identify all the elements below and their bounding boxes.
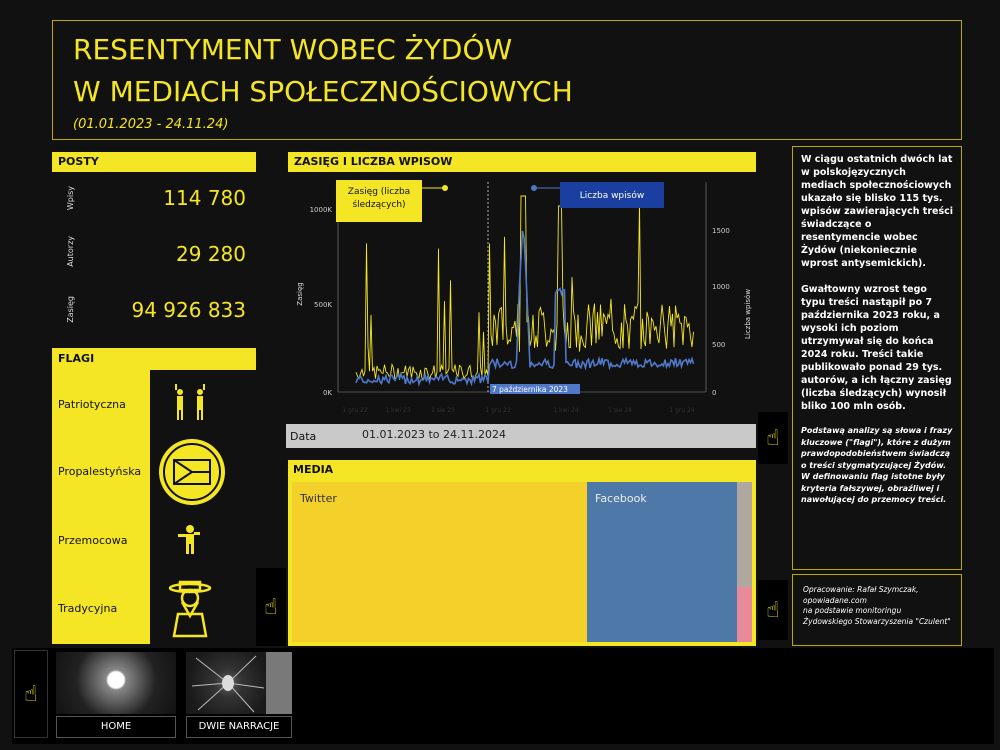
media-panel [288, 460, 756, 646]
posty-value: 94 926 833 [131, 298, 246, 322]
right-tick-label: 1500 [712, 227, 730, 235]
click-hand-icon[interactable]: ☝ [256, 568, 286, 646]
credits-panel [792, 574, 962, 646]
posty-title: POSTY [52, 152, 256, 172]
posty-row-zasieg [52, 286, 256, 341]
treemap-twitter-label: Twitter [300, 492, 337, 505]
x-tick-label: 1 kwi 23 [385, 407, 411, 414]
credits-line: opowiadane.com [803, 595, 867, 605]
left-tick-label: 0K [322, 389, 332, 397]
x-tick-label: 1 gru 24 [669, 407, 695, 414]
sidebar-paragraph-2: Gwałtowny wzrost tego typu treści nastąpił po 7 października 2023 roku, a wysoki ich poziom utrzymywał się do końca 2024 roku. Treści takie publikowało ponad 29 tys. autorów, a ich łączny zasięg (liczba śledzących) wynosił bliko 100 mln osób. [801, 284, 952, 412]
sidebar-paragraph-3: Podstawą analizy są słowa i frazy kluczowe ("flagi"), które z dużym prawdopodobieństwem świadczą o treści stygmatyzującej Żydów. W definowaniu flag istotne były kryteria fałszywej, obraźliwej i nawołującej do przemocy treści. [801, 426, 953, 504]
left-tick-label: 500K [314, 301, 332, 309]
treemap [292, 482, 752, 642]
dwie-narracje-button[interactable]: DWIE NARRACJE [186, 716, 292, 738]
page-title-line1: RESENTYMENT WOBEC ŻYDÓW [73, 33, 513, 66]
click-hand-icon[interactable]: ☝ [758, 580, 788, 640]
date-filter-label: Data [290, 430, 317, 443]
right-axis-title: Liczba wpisów [744, 288, 752, 340]
media-title: MEDIA [293, 463, 334, 476]
x-tick-label: 1 sie 23 [431, 407, 455, 414]
flagi-panel [52, 348, 256, 644]
treemap-facebook[interactable] [587, 482, 737, 642]
annotation-label: 7 października 2023 [492, 385, 568, 394]
violence-icon[interactable] [176, 524, 204, 554]
page-title-line2: W MEDIACH SPOŁECZNOŚCIOWYCH [73, 75, 573, 108]
x-tick-label: 1 gru 22 [342, 407, 368, 414]
posty-row-autorzy [52, 230, 256, 285]
credits-line: na podstawie monitoringu [803, 606, 902, 615]
click-hand-icon[interactable]: ☝ [14, 650, 48, 738]
date-range: (01.01.2023 - 24.11.24) [73, 117, 229, 132]
legend-reach-label: śledzących) [352, 200, 406, 210]
bottom-nav [12, 648, 994, 744]
x-tick-label: 1 sie 24 [608, 407, 632, 414]
patriots-icon[interactable] [170, 384, 210, 424]
x-tick-label: 1 gru 23 [485, 407, 511, 414]
click-hand-icon[interactable]: ☝ [758, 412, 788, 464]
date-filter-bar[interactable] [286, 424, 756, 448]
posty-value: 29 280 [176, 242, 246, 266]
flag-label-patriotyczna[interactable]: Patriotyczna [58, 398, 126, 411]
sidebar-panel [792, 146, 962, 570]
flag-label-propalestynska[interactable]: Propalestyńska [58, 465, 142, 478]
date-filter-value[interactable]: 01.01.2023 to 24.11.2024 [362, 428, 506, 441]
palestine-flag-icon[interactable] [156, 436, 228, 508]
legend-posts-dot [531, 185, 537, 191]
flag-label-tradycyjna[interactable]: Tradycyjna [58, 602, 118, 615]
right-tick-label: 1000 [712, 283, 730, 291]
posty-panel [52, 152, 256, 342]
posty-value: 114 780 [163, 186, 246, 210]
home-button[interactable]: HOME [56, 716, 176, 738]
header-panel [52, 20, 962, 140]
posty-row-wpisy [52, 174, 256, 229]
treemap-other-1[interactable] [737, 482, 752, 587]
sidebar-paragraph-1: W ciągu ostatnich dwóch lat w polskojęzycznych mediach społecznościowych ukazało się blisko 115 tys. wpisów zawierających treści świadczące o resentymencie wobec Żydów (niekoniecznie wprost antysemickich). [801, 154, 954, 269]
dwie-narracje-thumbnail[interactable] [186, 652, 292, 714]
chart-area [288, 174, 756, 424]
credits-line: Żydowskiego Stowarzyszenia "Czulent" [803, 616, 951, 626]
reach-posts-chart [288, 174, 756, 422]
legend-posts-label: Liczba wpisów [579, 191, 645, 201]
legend-reach-label: Zasięg (liczba [347, 187, 411, 197]
posty-label: Zasięg [66, 296, 75, 323]
treemap-facebook-label: Facebook [595, 492, 647, 505]
left-tick-label: 1000K [309, 206, 332, 214]
zasieg-panel [288, 152, 756, 424]
posty-label: Wpisy [66, 186, 75, 211]
credits-line: Opracowanie: Rafał Szymczak, [803, 585, 919, 594]
legend-reach-dot [442, 185, 448, 191]
right-tick-label: 500 [712, 341, 726, 349]
treemap-other-2[interactable] [737, 587, 752, 642]
orthodox-jew-icon[interactable] [168, 580, 212, 638]
x-tick-label: 1 kwi 24 [553, 407, 579, 414]
left-axis-title: Zasięg [296, 282, 304, 306]
right-tick-label: 0 [712, 389, 717, 397]
zasieg-title: ZASIĘG I LICZBA WPISOW [288, 152, 756, 172]
flag-label-przemocowa[interactable]: Przemocowa [58, 534, 128, 547]
treemap-twitter[interactable] [292, 482, 587, 642]
posty-label: Autorzy [66, 236, 75, 267]
flagi-title: FLAGI [58, 352, 95, 365]
home-thumbnail[interactable] [56, 652, 176, 714]
